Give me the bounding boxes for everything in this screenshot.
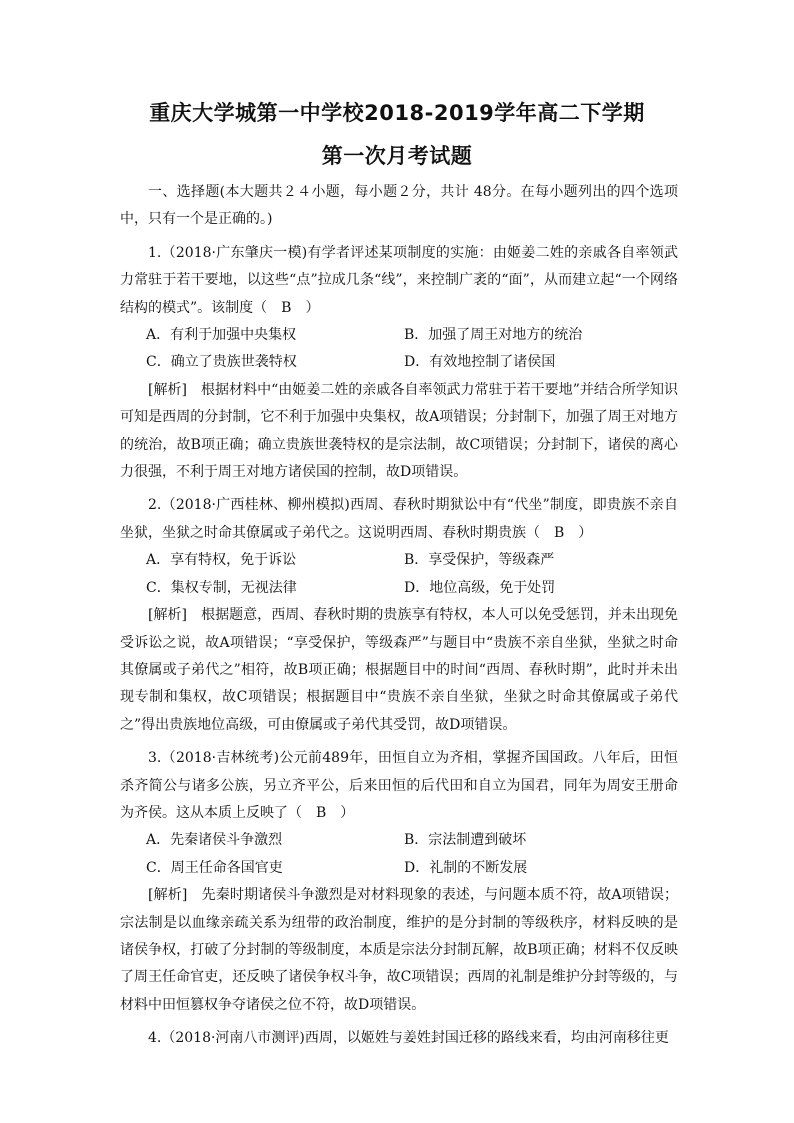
question-2 [120, 492, 678, 739]
question-analysis: [解析] 根据材料中“由姬姜二姓的亲戚各自率领武力常驻于若干要地”并结合所学知识可知是西周的分封制，它不利于加强中央集权，故A项错误；分封制下，加强了周王对地方的统治，故B项正确；确立贵族世袭特权的是宗法制，故C项错误；分封制下，诸侯的离心力很强，不利于周王对地方诸侯国的控制，故D项错误。 [120, 381, 678, 481]
option-d: D．地位高级，免于处罚 [404, 579, 556, 596]
option-list [120, 827, 678, 882]
document-subtitle: 第一次月考试题 [321, 144, 473, 168]
question-stem: 1.（2018·广东肇庆一模)有学者评述某项制度的实施：由姬姜二姓的亲戚各自率领武力常驻于若干要地，以这些“点”拉成几条“线”，来控制广袤的“面”，从而建立起“一个网络结构的模式”。该制度（ B ） [120, 244, 678, 316]
question-stem: 2.（2018·广西桂林、柳州模拟)西周、春秋时期狱讼中有“代坐”制度，即贵族不亲自坐狱，坐狱之时命其僚属或子弟代之。这说明西周、春秋时期贵族（ B ） [120, 497, 678, 541]
option-a: A．有利于加强中央集权 [146, 327, 297, 344]
option-b: B．宗法制遭到破坏 [404, 832, 527, 849]
question-analysis: [解析] 先秦时期诸侯斗争激烈是对材料现象的表述，与问题本质不符，故A项错误；宗法制是以血缘亲疏关系为纽带的政治制度，维护的是分封制的等级秩序，材料反映的是诸侯争权，打破了分封制的等级制度，本质是宗法分封制瓦解，故B项正确；材料不仅反映了周王任命官吏，还反映了诸侯争权斗争，故C项错误；西周的礼制是维护分封等级的，与材料中田恒篡权争夺诸侯之位不符，故D项错误。 [120, 887, 678, 1013]
option-d: D．礼制的不断发展 [404, 859, 528, 876]
question-1 [120, 240, 678, 487]
option-list [120, 322, 678, 377]
question-4 [120, 1025, 678, 1052]
document-title: 重庆大学城第一中学校2018-2019学年高二下学期 [149, 101, 645, 125]
option-c: C．确立了贵族世袭特权 [146, 354, 297, 371]
question-3 [120, 745, 678, 1019]
document-body [120, 179, 678, 1053]
option-a: A．享有特权，免于诉讼 [146, 552, 297, 569]
option-b: B．享受保护，等级森严 [404, 552, 555, 569]
option-b: B．加强了周王对地方的统治 [404, 327, 583, 344]
question-analysis: [解析] 根据题意，西周、春秋时期的贵族享有特权，本人可以免受惩罚，并未出现免受诉讼之说，故A项错误；“享受保护，等级森严”与题目中“贵族不亲自坐狱，坐狱之时命其僚属或子弟代之”相符，故B项正确；根据题目中的时间“西周、春秋时期”，此时并未出现专制和集权，故C项错误；根据题目中“贵族不亲自坐狱，坐狱之时命其僚属或子弟代之”得出贵族地位高级，可由僚属或子弟代其受罚，故D项错误。 [120, 607, 678, 733]
option-d: D．有效地控制了诸侯国 [404, 354, 556, 371]
option-a: A．先秦诸侯斗争激烈 [146, 832, 283, 849]
section-intro: 一、选择题(本大题共２４小题，每小题２分，共计 48分。在每小题列出的四个选项中，只有一个是正确的。) [120, 184, 678, 228]
option-c: C．集权专制，无视法律 [146, 579, 297, 596]
question-stem: 4.（2018·河南八市测评)西周，以姬姓与姜姓封国迁移的路线来看，均由河南移往更 [148, 1030, 669, 1047]
option-list [120, 547, 678, 602]
question-stem: 3.（2018·吉林统考)公元前489年，田恒自立为齐相，掌握齐国国政。八年后，田恒杀齐简公与诸多公族，另立齐平公，后来田恒的后代田和自立为国君，同年为周安王册命为齐侯。这从本质上反映了（ B ） [120, 750, 678, 821]
option-c: C．周王任命各国官吏 [146, 859, 283, 876]
